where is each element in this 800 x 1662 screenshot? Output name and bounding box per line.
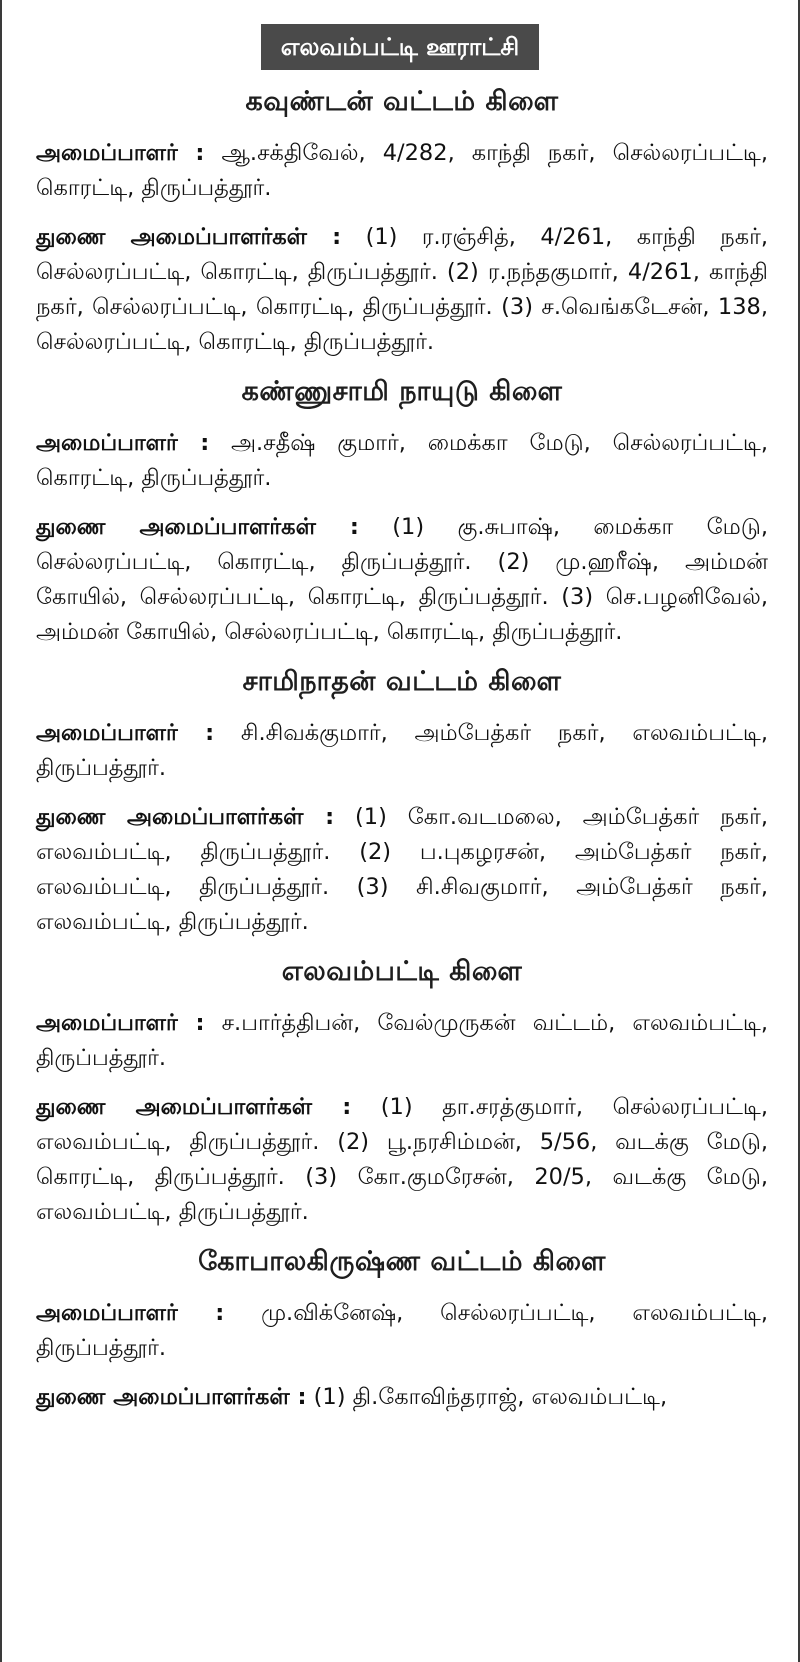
organizer-paragraph (36, 426, 768, 496)
organizer-text: சி.சிவக்குமார், அம்பேத்கர் நகர், எலவம்பட்டி, திருப்பத்தூர். (36, 720, 768, 781)
organizer-paragraph (36, 716, 768, 786)
organizer-text: ஆ.சக்திவேல், 4/282, காந்தி நகர், செல்லரப்பட்டி, கொரட்டி, திருப்பத்தூர். (36, 140, 768, 201)
branch-title: எலவம்பட்டி கிளை (281, 956, 523, 987)
branch-title: கவுண்டன் வட்டம் கிளை (245, 86, 559, 117)
deputy-paragraph (36, 800, 768, 940)
deputy-label: துணை அமைப்பாளர்கள் : (36, 804, 335, 830)
organizer-label: அமைப்பாளர் : (36, 1010, 205, 1036)
branch-title: கண்ணுசாமி நாயுடு கிளை (241, 376, 563, 407)
branch-title: கோபாலகிருஷ்ண வட்டம் கிளை (198, 1246, 606, 1277)
deputy-text: (1) தா.சரத்குமார், செல்லரப்பட்டி, எலவம்பட்டி, திருப்பத்தூர். (2) பூ.நரசிம்மன், 5/56, வடக்கு மேடு, கொரட்டி, திருப்பத்தூர். (3) கோ.குமரேசன், 20/5, வடக்கு மேடு, எலவம்பட்டி, திருப்பத்தூர். (36, 1094, 768, 1225)
organizer-text: ச.பார்த்திபன், வேல்முருகன் வட்டம், எலவம்பட்டி, திருப்பத்தூர். (36, 1010, 768, 1071)
branch-section (2, 954, 798, 1230)
deputy-label: துணை அமைப்பாளர்கள் : (36, 1094, 352, 1120)
organizer-paragraph (36, 136, 768, 206)
branch-title: சாமிநாதன் வட்டம் கிளை (242, 666, 562, 697)
deputy-text: (1) கோ.வடமலை, அம்பேத்கர் நகர், எலவம்பட்டி, திருப்பத்தூர். (2) ப.புகழரசன், அம்பேத்கர் நகர், எலவம்பட்டி, திருப்பத்தூர். (3) சி.சிவகுமார், அம்பேத்கர் நகர், எலவம்பட்டி, திருப்பத்தூர். (36, 804, 768, 935)
organizer-label: அமைப்பாளர் : (36, 720, 215, 746)
deputy-paragraph (36, 220, 768, 360)
organizer-paragraph (36, 1296, 768, 1366)
organizer-text: மு.விக்னேஷ், செல்லரப்பட்டி, எலவம்பட்டி, திருப்பத்தூர். (36, 1300, 768, 1361)
branch-section (2, 664, 798, 940)
branch-section (2, 1244, 798, 1415)
organizer-label: அமைப்பாளர் : (36, 140, 205, 166)
deputy-label: துணை அமைப்பாளர்கள் : (36, 514, 359, 540)
branch-section (2, 374, 798, 650)
organizer-label: அமைப்பாளர் : (36, 1300, 225, 1326)
panchayat-banner: எலவம்பட்டி ஊராட்சி (261, 24, 539, 70)
deputy-paragraph (36, 1380, 768, 1415)
organizer-label: அமைப்பாளர் : (36, 430, 210, 456)
banner-wrapper (2, 24, 798, 70)
deputy-label: துணை அமைப்பாளர்கள் : (36, 224, 342, 250)
deputy-paragraph (36, 1090, 768, 1230)
deputy-label: துணை அமைப்பாளர்கள் : (36, 1384, 307, 1410)
organizer-text: அ.சதீஷ் குமார், மைக்கா மேடு, செல்லரப்பட்டி, கொரட்டி, திருப்பத்தூர். (36, 430, 768, 491)
deputy-text: (1) ர.ரஞ்சித், 4/261, காந்தி நகர், செல்லரப்பட்டி, கொரட்டி, திருப்பத்தூர். (2) ர.நந்தகுமார், 4/261, காந்தி நகர், செல்லரப்பட்டி, கொரட்டி, திருப்பத்தூர். (3) ச.வெங்கடேசன், 138, செல்லரப்பட்டி, கொரட்டி, திருப்பத்தூர். (36, 224, 768, 355)
deputy-text: (1) தி.கோவிந்தராஜ், எலவம்பட்டி, (306, 1384, 668, 1410)
deputy-paragraph (36, 510, 768, 650)
deputy-text: (1) கு.சுபாஷ், மைக்கா மேடு, செல்லரப்பட்டி, கொரட்டி, திருப்பத்தூர். (2) மு.ஹரீஷ், அம்மன் கோயில், செல்லரப்பட்டி, கொரட்டி, திருப்பத்தூர். (3) செ.பழனிவேல், அம்மன் கோயில், செல்லரப்பட்டி, கொரட்டி, திருப்பத்தூர். (36, 514, 768, 645)
branch-section (2, 84, 798, 360)
organizer-paragraph (36, 1006, 768, 1076)
